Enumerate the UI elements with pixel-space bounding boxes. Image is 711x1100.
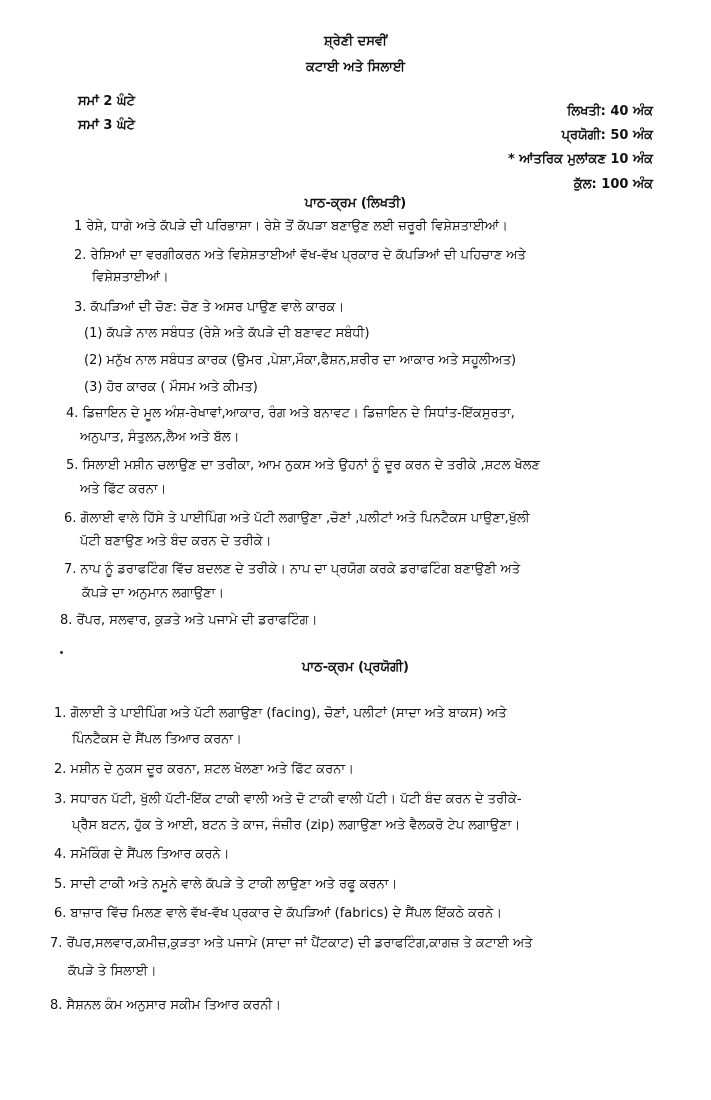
marks-theory: ਲਿਖਤੀ: 40 ਅੰਕ	[567, 104, 653, 119]
practical-item-4: 4. ਸਮੋਕਿੰਗ ਦੇ ਸੈਂਪਲ ਤਿਆਰ ਕਰਨੇ।	[54, 847, 230, 862]
theory-item-7: 7. ਨਾਪ ਨੂੰ ਡਰਾਫਟਿੰਗ ਵਿੱਚ ਬਦਲਣ ਦੇ ਤਰੀਕੇ। ਨਾਪ ਦਾ ਪ੍ਰਯੋਗ ਕਰਕੇ ਡਰਾਫਟਿੰਗ ਬਣਾਉਣੀ ਅਤੇ	[64, 562, 521, 577]
practical-item-8: 8. ਸੈਸ਼ਨਲ ਕੰਮ ਅਨੁਸਾਰ ਸਕੀਮ ਤਿਆਰ ਕਰਨੀ।	[50, 998, 282, 1013]
class-heading: ਸ਼੍ਰੇਣੀ ਦਸਵੀਂ	[324, 34, 387, 49]
practical-item-7-cont: ਕੱਪੜੇ ਤੇ ਸਿਲਾਈ।	[68, 964, 157, 979]
subject-heading: ਕਟਾਈ ਅਤੇ ਸਿਲਾਈ	[306, 60, 405, 75]
practical-item-3-cont: ਪ੍ਰੈੱਸ ਬਟਨ, ਹੁੱਕ ਤੇ ਆਈ, ਬਟਨ ਤੇ ਕਾਜ, ਜੰਜ਼ੀਰ (zip) ਲਗਾਉਣਾ ਅਤੇ ਵੈਲਕਰੋ ਟੇਪ ਲਗਾਉਣਾ।	[72, 818, 521, 833]
time-theory: ਸਮਾਂ 2 ਘੰਟੇ	[78, 94, 135, 109]
theory-item-3-sub-2: (2) ਮਨੁੱਖ ਨਾਲ ਸਬੰਧਤ ਕਾਰਕ (ਉਮਰ ,ਪੇਸ਼ਾ,ਮੌਕਾ,ਫੈਸ਼ਨ,ਸ਼ਰੀਰ ਦਾ ਆਕਾਰ ਅਤੇ ਸਹੂਲੀਅਤ)	[84, 353, 517, 368]
marks-internal: * ਆਂਤਰਿਕ ਮੁਲਾਂਕਣ 10 ਅੰਕ	[507, 152, 653, 167]
practical-heading: ਪਾਠ-ਕ੍ਰਮ (ਪ੍ਰਯੋਗੀ)	[302, 660, 409, 675]
practical-item-5: 5. ਸਾਦੀ ਟਾਕੀ ਅਤੇ ਨਮੂਨੇ ਵਾਲੇ ਕੱਪੜੇ ਤੇ ਟਾਕੀ ਲਾਉਣਾ ਅਤੇ ਰਫੂ ਕਰਨਾ।	[54, 877, 398, 892]
theory-item-3-sub-3: (3) ਹੋਰ ਕਾਰਕ ( ਮੌਸਮ ਅਤੇ ਕੀਮਤ)	[84, 380, 258, 395]
theory-item-5-cont: ਅਤੇ ਫਿੱਟ ਕਰਨਾ।	[80, 482, 167, 497]
theory-item-7-cont: ਕੱਪੜੇ ਦਾ ਅਨੁਮਾਨ ਲਗਾਉਣਾ।	[82, 586, 225, 601]
time-practical: ਸਮਾਂ 3 ਘੰਟੇ	[78, 118, 135, 133]
practical-item-3: 3. ਸਧਾਰਨ ਪੱਟੀ, ਖੁੱਲੀ ਪੱਟੀ-ਇੱਕ ਟਾਕੀ ਵਾਲੀ ਅਤੇ ਦੋ ਟਾਕੀ ਵਾਲੀ ਪੱਟੀ। ਪੱਟੀ ਬੰਦ ਕਰਨ ਦੇ ਤਰੀਕੇ-	[54, 792, 522, 807]
theory-item-6: 6. ਗੋਲਾਈ ਵਾਲੇ ਹਿੱਸੇ ਤੇ ਪਾਈਪਿੰਗ ਅਤੇ ਪੱਟੀ ਲਗਾਉਣਾ ,ਚੋਣਾਂ ,ਪਲੀਟਾਂ ਅਤੇ ਪਿਨਟੈਕਸ ਪਾਉਣਾ,ਖੁੱਲੀ	[64, 511, 530, 526]
theory-heading: ਪਾਠ-ਕ੍ਰਮ (ਲਿਖਤੀ)	[304, 196, 407, 211]
marks-practical: ਪ੍ਰਯੋਗੀ: 50 ਅੰਕ	[561, 128, 653, 143]
theory-item-3: 3. ਕੱਪੜਿਆਂ ਦੀ ਚੋਣ: ਚੋਣ ਤੇ ਅਸਰ ਪਾਉਣ ਵਾਲੇ ਕਾਰਕ।	[74, 300, 345, 315]
theory-item-5: 5. ਸਿਲਾਈ ਮਸ਼ੀਨ ਚਲਾਉਣ ਦਾ ਤਰੀਕਾ, ਆਮ ਨੁਕਸ ਅਤੇ ਉਹਨਾਂ ਨੂੰ ਦੂਰ ਕਰਨ ਦੇ ਤਰੀਕੇ ,ਸ਼ਟਲ ਖੋਲਣ	[66, 458, 541, 473]
theory-item-3-sub-1: (1) ਕੱਪੜੇ ਨਾਲ ਸਬੰਧਤ (ਰੇਸ਼ੇ ਅਤੇ ਕੱਪੜੇ ਦੀ ਬਣਾਵਟ ਸਬੰਧੀ)	[84, 326, 370, 341]
marks-total: ਕੁੱਲ: 100 ਅੰਕ	[573, 177, 653, 192]
theory-item-4-cont: ਅਨੁਪਾਤ, ਸੰਤੁਲਨ,ਲੈਅ ਅਤੇ ਬੱਲ।	[80, 430, 240, 445]
theory-item-2-cont: ਵਿਸ਼ੇਸ਼ਤਾਈਆਂ।	[92, 270, 169, 285]
practical-item-6: 6. ਬਾਜ਼ਾਰ ਵਿੱਚ ਮਿਲਣ ਵਾਲੇ ਵੱਖ-ਵੱਖ ਪ੍ਰਕਾਰ ਦੇ ਕੱਪੜਿਆਂ (fabrics) ਦੇ ਸੈਂਪਲ ਇੱਕਠੇ ਕਰਨੇ।	[54, 906, 502, 921]
theory-item-1: 1 ਰੇਸ਼ੇ, ਧਾਗੇ ਅਤੇ ਕੱਪੜੇ ਦੀ ਪਰਿਭਾਸ਼ਾ। ਰੇਸ਼ੇ ਤੋਂ ਕੱਪੜਾ ਬਣਾਉਣ ਲਈ ਜ਼ਰੂਰੀ ਵਿਸ਼ੇਸ਼ਤਾਈਆਂ।	[74, 219, 508, 234]
practical-item-1-cont: ਪਿੰਨਟੈਕਸ ਦੇ ਸੈਂਪਲ ਤਿਆਰ ਕਰਨਾ।	[72, 732, 242, 747]
practical-item-2: 2. ਮਸ਼ੀਨ ਦੇ ਨੁਕਸ ਦੂਰ ਕਰਨਾ, ਸ਼ਟਲ ਖੋਲਣਾ ਅਤੇ ਫਿੱਟ ਕਰਨਾ।	[54, 762, 354, 777]
theory-item-8: 8. ਰੋਂਪਰ, ਸਲਵਾਰ, ਕੁੜਤੇ ਅਤੇ ਪਜਾਮੇ ਦੀ ਡਰਾਫਟਿੰਗ।	[60, 613, 318, 628]
scan-speck	[60, 651, 63, 654]
theory-item-6-cont: ਪੱਟੀ ਬਣਾਉਣ ਅਤੇ ਬੰਦ ਕਰਨ ਦੇ ਤਰੀਕੇ।	[80, 534, 272, 549]
theory-item-4: 4. ਡਿਜ਼ਾਇਨ ਦੇ ਮੂਲ ਅੰਸ਼-ਰੇਖਾਵਾਂ,ਆਕਾਰ, ਰੰਗ ਅਤੇ ਬਨਾਵਟ। ਡਿਜ਼ਾਇਨ ਦੇ ਸਿਧਾਂਤ-ਇੱਕਸੁਰਤਾ,	[66, 406, 515, 421]
theory-item-2: 2. ਰੇਸ਼ਿਆਂ ਦਾ ਵਰਗੀਕਰਨ ਅਤੇ ਵਿਸ਼ੇਸ਼ਤਾਈਆਂ ਵੱਖ-ਵੱਖ ਪ੍ਰਕਾਰ ਦੇ ਕੱਪੜਿਆਂ ਦੀ ਪਹਿਚਾਣ ਅਤੇ	[74, 248, 526, 263]
practical-item-1: 1. ਗੋਲਾਈ ਤੇ ਪਾਈਪਿੰਗ ਅਤੇ ਪੱਟੀ ਲਗਾਉਣਾ (facing), ਚੋਣਾਂ, ਪਲੀਟਾਂ (ਸਾਦਾ ਅਤੇ ਬਾਕਸ) ਅਤੇ	[54, 706, 507, 721]
practical-item-7: 7. ਰੋਂਪਰ,ਸਲਵਾਰ,ਕਮੀਜ਼,ਕੁੜਤਾ ਅਤੇ ਪਜਾਮੇ (ਸਾਦਾ ਜਾਂ ਪੈਂਟਕਾਟ) ਦੀ ਡਰਾਫਟਿੰਗ,ਕਾਗਜ਼ ਤੇ ਕਟਾਈ ਅਤੇ	[50, 936, 533, 951]
